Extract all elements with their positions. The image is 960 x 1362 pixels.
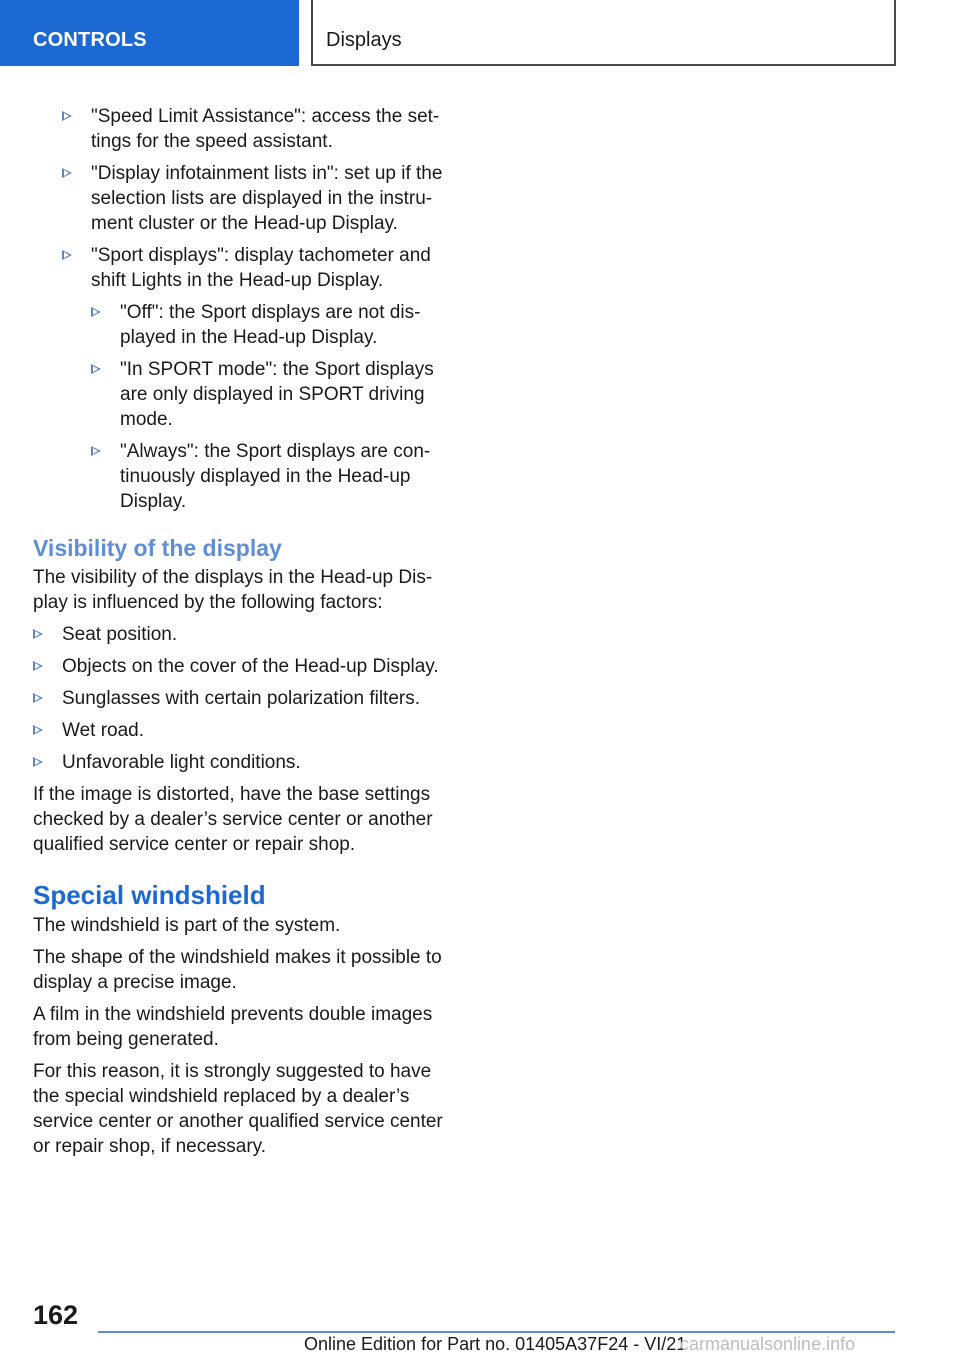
footer-rule — [98, 1331, 895, 1333]
list-item — [62, 243, 449, 293]
chapter-box — [311, 0, 896, 66]
triangle-bullet-icon — [91, 307, 101, 317]
list-item-text: Unfavorable light conditions. — [62, 752, 301, 773]
list-item-text: "Display infotainment lists in": set up if the selection lists are displayed in the instru-ment cluster or the Head-up Display. — [91, 163, 443, 234]
section-tab — [0, 0, 299, 66]
page-content — [33, 104, 449, 1166]
triangle-bullet-icon — [91, 446, 101, 456]
list-item-text: "Off": the Sport displays are not dis-played in the Head-up Display. — [120, 302, 421, 348]
triangle-bullet-icon — [33, 661, 43, 671]
visibility-note: If the image is distorted, have the base settings checked by a dealer’s service center or another qualified service center or repair shop. — [33, 784, 433, 855]
visibility-intro: The visibility of the displays in the Head-up Dis-play is influenced by the following factors: — [33, 567, 433, 613]
page-header — [0, 0, 960, 66]
edition-text: Online Edition for Part no. 01405A37F24 - VI/21 — [304, 1334, 687, 1354]
watermark-text: carmanualsonline.info — [680, 1334, 856, 1354]
list-item — [91, 300, 449, 350]
chapter-label: Displays — [326, 29, 402, 51]
list-item-text: "Always": the Sport displays are con-tinuously displayed in the Head-up Display. — [120, 441, 431, 512]
list-item-text: "In SPORT mode": the Sport displays are only displayed in SPORT driving mode. — [120, 359, 434, 430]
triangle-bullet-icon — [91, 364, 101, 374]
windshield-paragraph: The shape of the windshield makes it possible to display a precise image. — [33, 947, 442, 993]
triangle-bullet-icon — [33, 629, 43, 639]
list-item — [33, 750, 449, 775]
triangle-bullet-icon — [62, 250, 72, 260]
triangle-bullet-icon — [33, 693, 43, 703]
windshield-paragraph: The windshield is part of the system. — [33, 915, 341, 936]
page-number: 162 — [33, 1300, 79, 1330]
triangle-bullet-icon — [62, 168, 72, 178]
list-item — [33, 718, 449, 743]
list-item — [33, 622, 449, 647]
list-item — [91, 357, 449, 432]
list-item — [62, 161, 449, 236]
windshield-paragraph: For this reason, it is strongly suggested to have the special windshield replaced by a dealer’s service center or another qualified service center or repair shop, if necessary. — [33, 1061, 443, 1157]
list-item — [33, 654, 449, 679]
list-item-text: Sunglasses with certain polarization filters. — [62, 688, 421, 709]
list-item-text: Seat position. — [62, 624, 178, 645]
visibility-heading: Visibility of the display — [33, 535, 282, 561]
section-label: CONTROLS — [33, 29, 147, 51]
list-item — [62, 104, 449, 154]
list-item — [33, 686, 449, 711]
windshield-paragraph: A film in the windshield prevents double images from being generated. — [33, 1004, 433, 1050]
triangle-bullet-icon — [33, 725, 43, 735]
list-item-text: "Sport displays": display tachometer and shift Lights in the Head-up Display. — [91, 245, 431, 291]
triangle-bullet-icon — [33, 757, 43, 767]
windshield-heading: Special windshield — [33, 880, 266, 910]
list-item — [91, 439, 449, 514]
list-item-text: "Speed Limit Assistance": access the set-tings for the speed assistant. — [91, 106, 440, 152]
list-item-text: Wet road. — [62, 720, 145, 741]
list-item-text: Objects on the cover of the Head-up Display. — [62, 656, 439, 677]
triangle-bullet-icon — [62, 111, 72, 121]
